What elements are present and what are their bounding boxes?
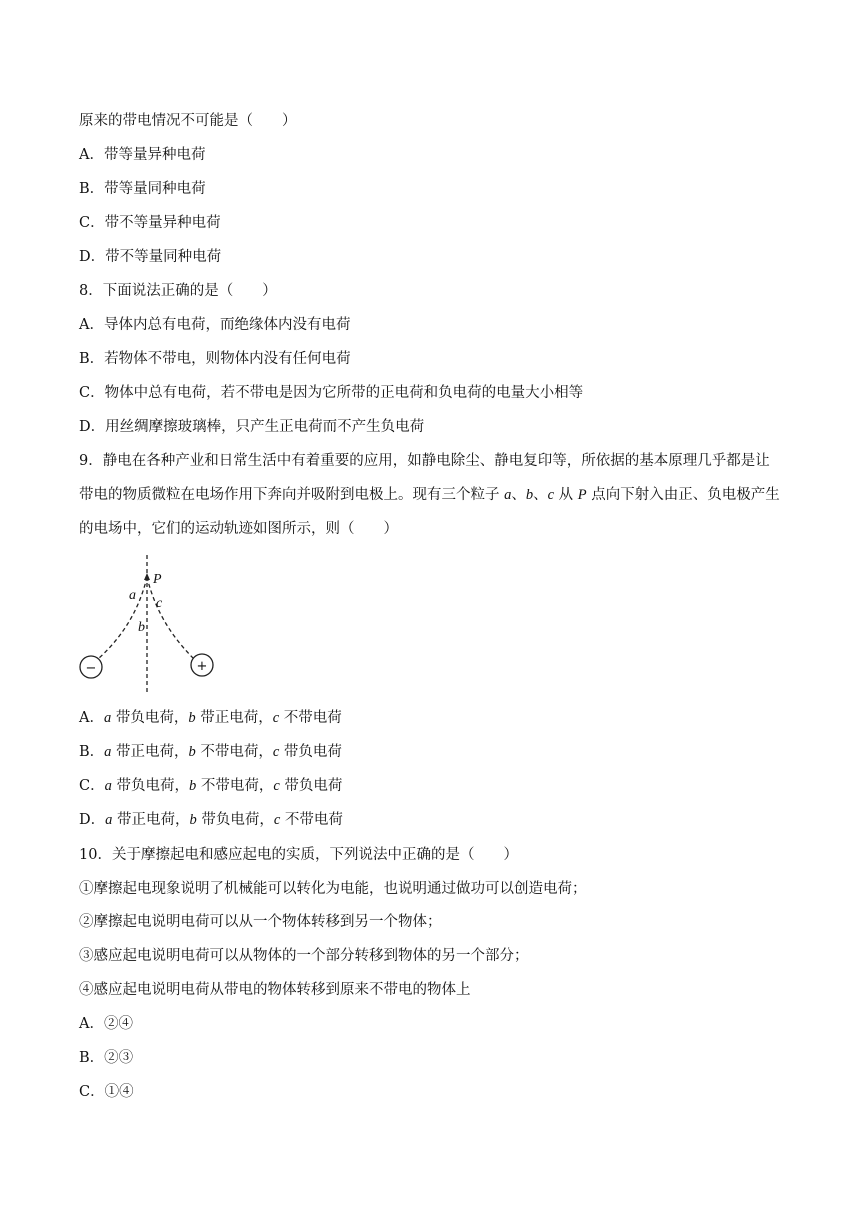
q10-statement-3: ③感应起电说明电荷可以从物体的一个部分转移到物体的另一个部分； (79, 948, 529, 964)
svg-text:+: + (196, 659, 208, 674)
label-c: c (156, 596, 163, 611)
q7-option-c: C．带不等量异种电荷 (79, 215, 221, 231)
label-b: b (138, 620, 145, 635)
trajectory-c (147, 577, 194, 659)
point-p-marker (144, 573, 150, 580)
q9-stem: 9．静电在各种产业和日常生活中有着重要的应用，如静电除尘、静电复印等，所依据的基本原理几乎都是让带电的物质微粒在电场作用下奔向并吸附到电极上。现有三个粒子 a、b、c 从 P 点向下射入由正、负电极产生的电场中，它们的运动轨迹如图所示，则（ ） (79, 453, 780, 537)
negative-electrode-icon (80, 656, 102, 678)
label-a: a (129, 588, 136, 603)
q10-stem: 10．关于摩擦起电和感应起电的实质，下列说法中正确的是（ ） (79, 847, 518, 863)
q10-option-c: C．①④ (79, 1084, 134, 1100)
q8-option-d: D．用丝绸摩擦玻璃棒，只产生正电荷而不产生负电荷 (79, 419, 425, 435)
q9-option-d: D．a 带正电荷，b 带负电荷，c 不带电荷 (79, 812, 343, 828)
q9-option-a: A．a 带负电荷，b 带正电荷，c 不带电荷 (79, 710, 342, 726)
particle-trajectory-figure (76, 553, 221, 695)
q7-option-a: A．带等量异种电荷 (79, 147, 206, 163)
q7-stem-tail: 原来的带电情况不可能是（ ） (79, 113, 297, 129)
q8-option-b: B．若物体不带电，则物体内没有任何电荷 (79, 351, 351, 367)
q10-statement-1: ①摩擦起电现象说明了机械能可以转化为电能，也说明通过做功可以创造电荷； (79, 881, 587, 897)
q7-option-b: B．带等量同种电荷 (79, 181, 206, 197)
q8-option-a: A．导体内总有电荷，而绝缘体内没有电荷 (79, 317, 351, 333)
q10-option-b: B．②③ (79, 1050, 134, 1066)
q10-statement-2: ②摩擦起电说明电荷可以从一个物体转移到另一个物体； (79, 914, 442, 930)
q8-option-c: C．物体中总有电荷，若不带电是因为它所带的正电荷和负电荷的电量大小相等 (79, 385, 584, 401)
q9-option-c: C．a 带负电荷，b 不带电荷，c 带负电荷 (79, 778, 343, 794)
q10-option-a: A．②④ (79, 1016, 133, 1032)
trajectory-a (98, 577, 147, 659)
q8-stem: 8．下面说法正确的是（ ） (79, 283, 277, 299)
q10-statement-4: ④感应起电说明电荷从带电的物体转移到原来不带电的物体上 (79, 982, 471, 998)
positive-electrode-icon (191, 654, 213, 676)
q9-option-b: B．a 带正电荷，b 不带电荷，c 带负电荷 (79, 744, 342, 760)
svg-text:−: − (85, 661, 97, 676)
label-p: P (153, 572, 162, 587)
q7-option-d: D．带不等量同种电荷 (79, 249, 222, 265)
